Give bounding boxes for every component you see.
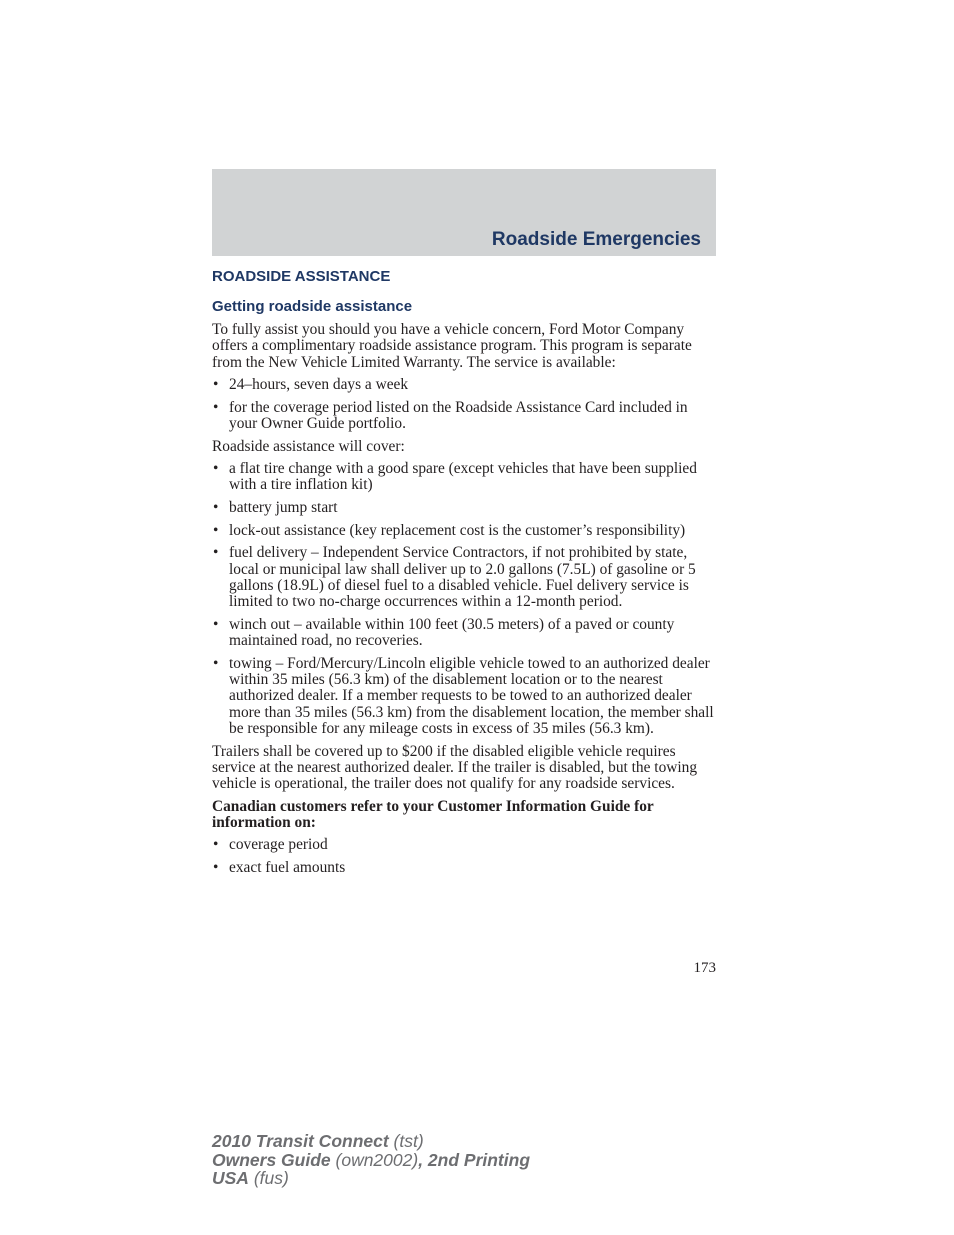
bullet-icon: •	[213, 615, 219, 633]
availability-list	[212, 377, 716, 432]
document-footer	[212, 1132, 530, 1188]
trailers-paragraph: Trailers shall be covered up to $200 if the disabled eligible vehicle requires service at the nearest authorized dealer. If the trailer is disabled, but the towing vehicle is operational, the trailer does not qualify for any roadside services.	[212, 742, 698, 793]
footer-line-2: Owners Guide (own2002), 2nd Printing	[212, 1149, 531, 1170]
bullet-icon: •	[213, 858, 219, 876]
canadian-list	[212, 837, 716, 876]
section-title: ROADSIDE ASSISTANCE	[212, 268, 391, 285]
cover-intro: Roadside assistance will cover:	[212, 437, 405, 455]
page-content	[212, 268, 716, 883]
list-item: • battery jump start	[213, 498, 338, 516]
list-item: • fuel delivery – Independent Service Contractors, if not prohibited by state, local or municipal law shall deliver up to 2.0 gallons (7.5L) of gasoline or 5 gallons (18.9L) of diesel fuel to a disabled vehicle. Fuel delivery service is limited to two no-charge occurrences within a 12-month period.	[213, 544, 696, 611]
chapter-title: Roadside Emergencies	[491, 229, 701, 250]
footer-line-1: 2010 Transit Connect (tst)	[212, 1131, 424, 1151]
list-item: • towing – Ford/Mercury/Lincoln eligible vehicle towed to an authorized dealer within 35 miles (56.3 km) of the disablement location or to the nearest authorized dealer. If a member requests to be towed to an authorized dealer more than 35 miles (56.3 km) from the disablement location, the member shall be responsible for any mileage costs in excess of 35 miles (56.3 km).	[213, 654, 714, 737]
list-item: • 24–hours, seven days a week	[213, 375, 409, 393]
bullet-icon: •	[213, 459, 219, 477]
bullet-icon: •	[213, 836, 219, 854]
list-item: • winch out – available within 100 feet (30.5 meters) of a paved or county maintained road, no recoveries.	[213, 615, 675, 650]
list-item: • exact fuel amounts	[213, 858, 346, 876]
bullet-icon: •	[213, 398, 219, 416]
canadian-note: Canadian customers refer to your Customer Information Guide for information on:	[212, 797, 654, 831]
chapter-header-band	[212, 169, 716, 256]
list-item: • a flat tire change with a good spare (except vehicles that have been supplied with a tire inflation kit)	[213, 459, 697, 494]
bullet-icon: •	[213, 654, 219, 672]
coverage-list	[212, 461, 716, 737]
bullet-icon: •	[213, 375, 219, 393]
footer-line-3: USA (fus)	[212, 1168, 289, 1188]
bullet-icon: •	[213, 521, 219, 539]
page-number: 173	[693, 960, 716, 976]
bullet-icon: •	[213, 498, 219, 516]
subsection-title: Getting roadside assistance	[212, 298, 413, 315]
list-item: • lock-out assistance (key replacement cost is the customer’s responsibility)	[213, 521, 686, 539]
list-item: • for the coverage period listed on the Roadside Assistance Card included in your Owner Guide portfolio.	[213, 398, 688, 432]
intro-paragraph: To fully assist you should you have a vehicle concern, Ford Motor Company offers a complimentary roadside assistance program. This program is separate from the New Vehicle Limited Warranty. The service is available:	[212, 321, 692, 371]
list-item: • coverage period	[213, 836, 328, 854]
bullet-icon: •	[213, 544, 219, 562]
